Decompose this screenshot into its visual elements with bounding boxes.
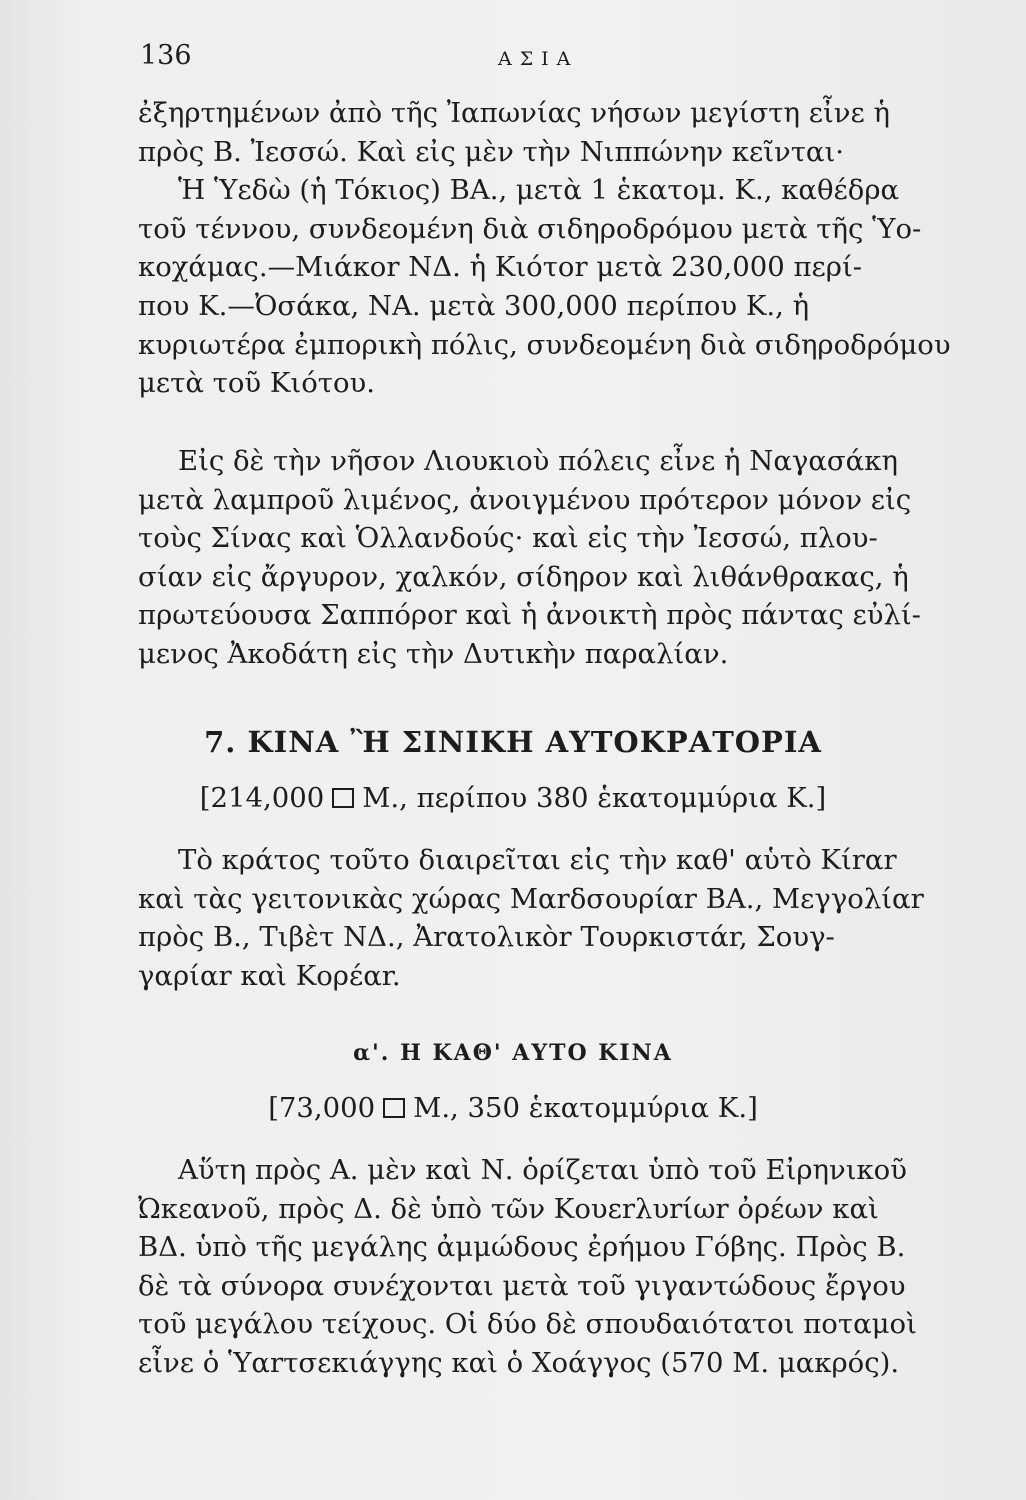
square-miles-icon [383, 1098, 405, 1118]
section-heading: 7. ΚΙΝΑ Ἢ ΣΙΝΙΚΗ ΑΥΤΟΚΡΑΤΟΡΙΑ [204, 725, 822, 759]
paragraph-china-division [138, 841, 958, 995]
paragraph-japan-cities [138, 94, 958, 403]
text-line: Εἰς δὲ τὴν νῆσον Λιουκιοὺ πόλεις εἶνε ἡ Ναγασάκη [178, 445, 898, 477]
text-line: μενος Ἀκοδάτη εἰς τὴν Δυτικὴν παραλίαν. [138, 637, 729, 670]
text-line: δὲ τὰ σύνορα συνέχονται μετὰ τοῦ γιγαντώδους ἔργου [138, 1269, 906, 1302]
text-line: κυριωτέρα ἐμπορικὴ πόλις, συνδεομένη διὰ σιδηροδρόμου [138, 328, 951, 361]
text-line: που Κ.—Ὀσάκα, ΝΑ. μετὰ 300,000 περίπου Κ., ἡ [138, 289, 810, 322]
text-line: εἶνε ὁ Ὑαrτσεκιάγγης καὶ ὁ Χοάγγος (570 Μ. μακρός). [138, 1346, 900, 1379]
text-line: γαρίαr καὶ Κορέαr. [138, 959, 401, 992]
running-head-title: ΑΣΙΑ [498, 48, 579, 70]
text-line: Αὕτη πρὸς Α. μὲν καὶ Ν. ὁρίζεται ὑπὸ τοῦ Εἰρηνικοῦ [178, 1154, 907, 1186]
running-head [0, 38, 1026, 78]
subsection-heading: α'. Η ΚΑΘ' ΑΥΤΟ ΚΙΝΑ [353, 1040, 673, 1066]
text-line: ΒΔ. ὑπὸ τῆς μεγάλης ἀμμώδους ἐρήμου Γόβης. Πρὸς Β. [138, 1231, 906, 1264]
text-line: πρὸς Β., Τιβὲτ ΝΔ., Ἀrατολικὸr Τουρκιστάr, Σουγ- [138, 921, 835, 954]
text-line: πρωτεύουσα Σαππόροr καὶ ἡ ἀνοικτὴ πρὸς πάντας εὐλί- [138, 599, 921, 632]
text-line: μετὰ λαμπροῦ λιμένος, ἀνοιγμένου πρότερον μόνον εἰς [138, 483, 912, 516]
area-rest: Μ., 350 ἑκατομμύρια Κ.] [413, 1092, 758, 1124]
text-line: Ὠκεανοῦ, πρὸς Δ. δὲ ὑπὸ τῶν Κουεrλυrίωr ὀρέων καὶ [138, 1192, 879, 1225]
paragraph-china-borders [138, 1151, 958, 1383]
area-rest: Μ., περίπου 380 ἑκατομμύρια Κ.] [362, 782, 827, 814]
paragraph-liukiu-yesso [138, 442, 958, 674]
text-line: ἐξηρτημένων ἀπὸ τῆς Ἰαπωνίας νήσων μεγίστη εἶνε ἡ [138, 97, 890, 129]
text-line: σίαν εἰς ἄργυρον, χαλκόν, σίδηρον καὶ λιθάνθρακας, ἡ [138, 560, 909, 593]
text-line: Ἡ Ὑεδὼ (ἡ Τόκιος) ΒΑ., μετὰ 1 ἑκατομ. Κ., καθέδρα [178, 174, 900, 207]
square-miles-icon [332, 788, 354, 808]
section-area-line [0, 782, 1026, 814]
text-line: Τὸ κράτος τοῦτο διαιρεῖται εἰς τὴν καθ' αὑτὸ Κίrαr [178, 844, 897, 876]
text-line: τοῦ μεγάλου τείχους. Οἱ δύο δὲ σπουδαιότατοι ποταμοὶ [138, 1308, 917, 1341]
text-line: καὶ τὰς γειτονικὰς χώρας Μαrδσουρίαr ΒΑ., Μεγγολίαr [138, 882, 924, 915]
area-value: [73,000 [268, 1092, 376, 1124]
page-number: 136 [140, 40, 192, 71]
text-line: πρὸς Β. Ἰεσσώ. Καὶ εἰς μὲν τὴν Νιππώνην κεῖνται· [138, 135, 845, 168]
text-line: κοχάμας.—Μιάκοr ΝΔ. ἡ Κιότοr μετὰ 230,000 περί- [138, 251, 863, 284]
text-line: τοὺς Σίνας καὶ Ὁλλανδούς· καὶ εἰς τὴν Ἰεσσώ, πλου- [138, 522, 878, 555]
text-line: τοῦ τέννου, συνδεομένη διὰ σιδηροδρόμου μετὰ τῆς Ὑο- [138, 212, 922, 245]
text-line: μετὰ τοῦ Κιότου. [138, 367, 375, 400]
area-value: [214,000 [199, 782, 325, 814]
subsection-area-line [0, 1092, 1026, 1124]
